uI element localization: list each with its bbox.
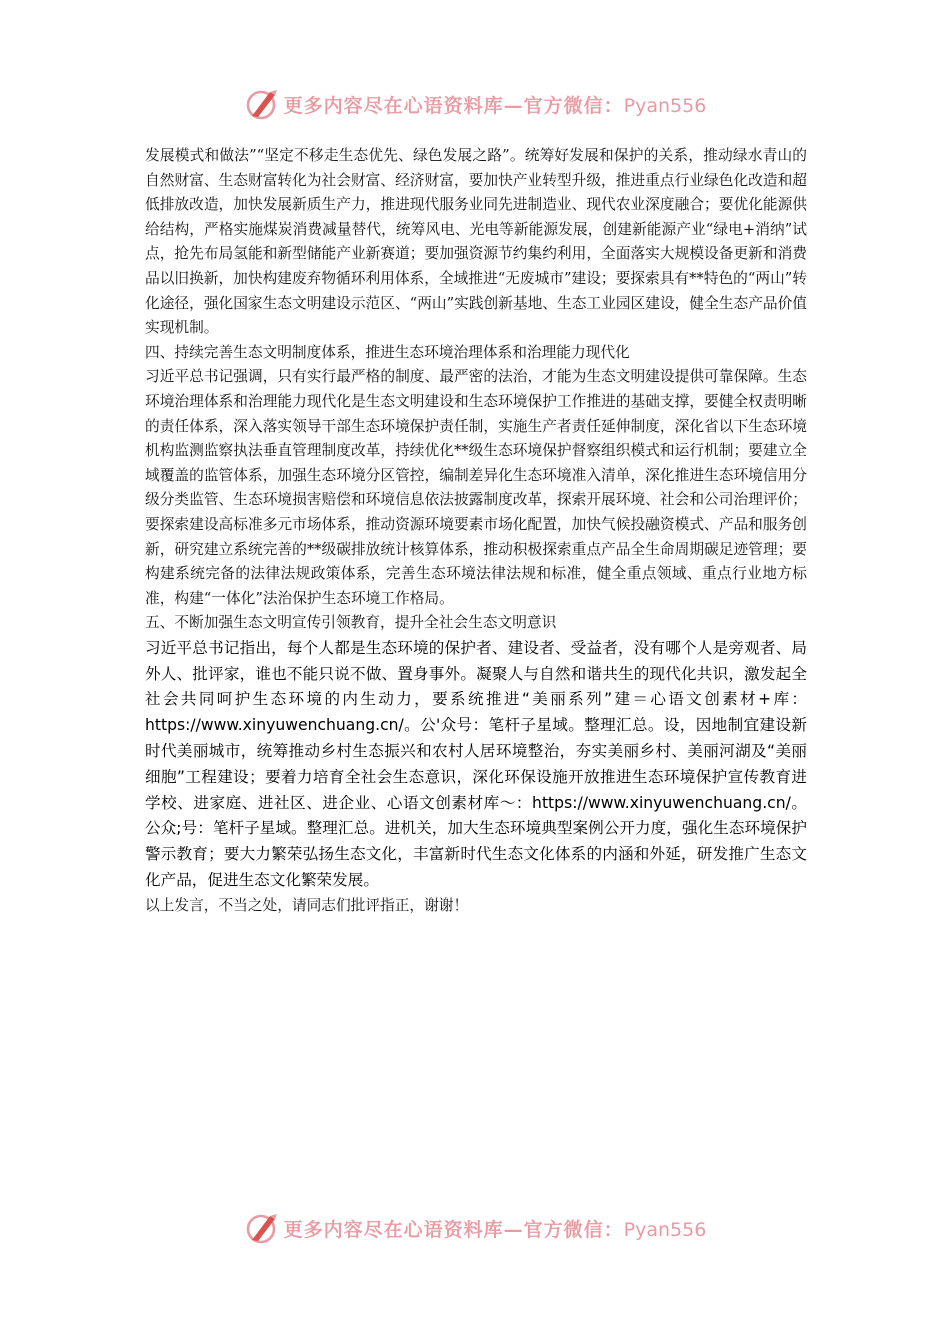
section-heading: 四、持续完善生态文明制度体系，推进生态环境治理体系和治理能力现代化 <box>145 343 630 361</box>
footer-banner <box>0 1208 950 1248</box>
paragraph: 习近平总书记强调，只有实行最严格的制度、最严密的法治，才能为生态文明建设提供可靠保障。生态环境治理体系和治理能力现代化是生态文明建设和生态环境保护工作推进的基础支撑，要健全权责明晰的责任体系，深入落实领导干部生态环境保护责任制，实施生产者责任延伸制度，深化省以下生态环境机构监测监察执法垂直管理制度改革，持续优化**级生态环境保护督察组织模式和运行机制；要建立全域覆盖的监管体系，加强生态环境分区管控，编制差异化生态环境准入清单，深化推进生态环境信用分级分类监管、生态环境损害赔偿和环境信息依法披露制度改革，探索开展环境、社会和公司治理评价；要探索建设高标准多元市场体系，推动资源环境要素市场化配置，加快气候投融资模式、产品和服务创新，研究建立系统完善的**级碳排放统计核算体系，推动积极探索重点产品全生命周期碳足迹管理；要构建系统完备的法律法规政策体系，完善生态环境法律法规和标准，健全重点领域、重点行业地方标准，构建“一体化”法治保护生态环境工作格局。 <box>145 368 807 607</box>
quill-pen-logo-icon <box>244 1210 280 1246</box>
wechat-id: Pyan556 <box>623 1218 707 1241</box>
section-heading: 五、不断加强生态文明宣传引领教育，提升全社会生态文明意识 <box>145 614 557 632</box>
paragraph: 发展模式和做法”“坚定不移走生态优先、绿色发展之路”。统筹好发展和保护的关系，推动绿水青山的自然财富、生态财富转化为社会财富、经济财富，要加快产业转型升级，推进重点行业绿色化改造和超低排放改造，加快发展新质生产力，推进现代服务业同先进制造业、现代农业深度融合；要优化能源供给结构，严格实施煤炭消费减量替代，统筹风电、光电等新能源发展，创建新能源产业“绿电+消纳”试点，抢先布局氢能和新型储能产业新赛道；要加强资源节约集约利用，全面落实大规模设备更新和消费品以旧换新，加快构建废弃物循环利用体系，全域推进“无废城市”建设；要探索具有**特色的“两山”转化途径，强化国家生态文明建设示范区、“两山”实践创新基地、生态工业园区建设，健全生态产品价值实现机制。 <box>145 147 807 337</box>
banner-text: 更多内容尽在心语资料库—官方微信：Pyan556 <box>283 1218 707 1241</box>
banner-text: 更多内容尽在心语资料库—官方微信：Pyan556 <box>283 94 707 117</box>
header-banner <box>0 84 950 124</box>
closing-remark: 以上发言，不当之处，请同志们批评指正，谢谢！ <box>145 896 469 914</box>
quill-pen-logo-icon <box>244 86 280 122</box>
wechat-id: Pyan556 <box>623 94 707 117</box>
document-body <box>145 144 807 918</box>
paragraph: 习近平总书记指出，每个人都是生态环境的保护者、建设者、受益者，没有哪个人是旁观者、局外人、批评家，谁也不能只说不做、置身事外。凝聚人与自然和谐共生的现代化共识，激发起全社会共同呵护生态环境的内生动力，要系统推进“美丽系列”建＝心语文创素材+库：https://www.xinyuwenchuang.cn/。公'众号：笔杆子星域。整理汇总。设，因地制宜建设新时代美丽城市，统筹推动乡村生态振兴和农村人居环境整治，夯实美丽乡村、美丽河湖及“美丽细胞”工程建设；要着力培育全社会生态意识，深化环保设施开放推进生态环境保护宣传教育进学校、进家庭、进社区、进企业、心语文创素材库～：https://www.xinyuwenchuang.cn/。公众;号：笔杆子星域。整理汇总。进机关，加大生态环境典型案例公开力度，强化生态环境保护警示教育；要大力繁荣弘扬生态文化，丰富新时代生态文化体系的内涵和外延，研发推广生态文化产品，促进生态文化繁荣发展。 <box>145 638 807 890</box>
